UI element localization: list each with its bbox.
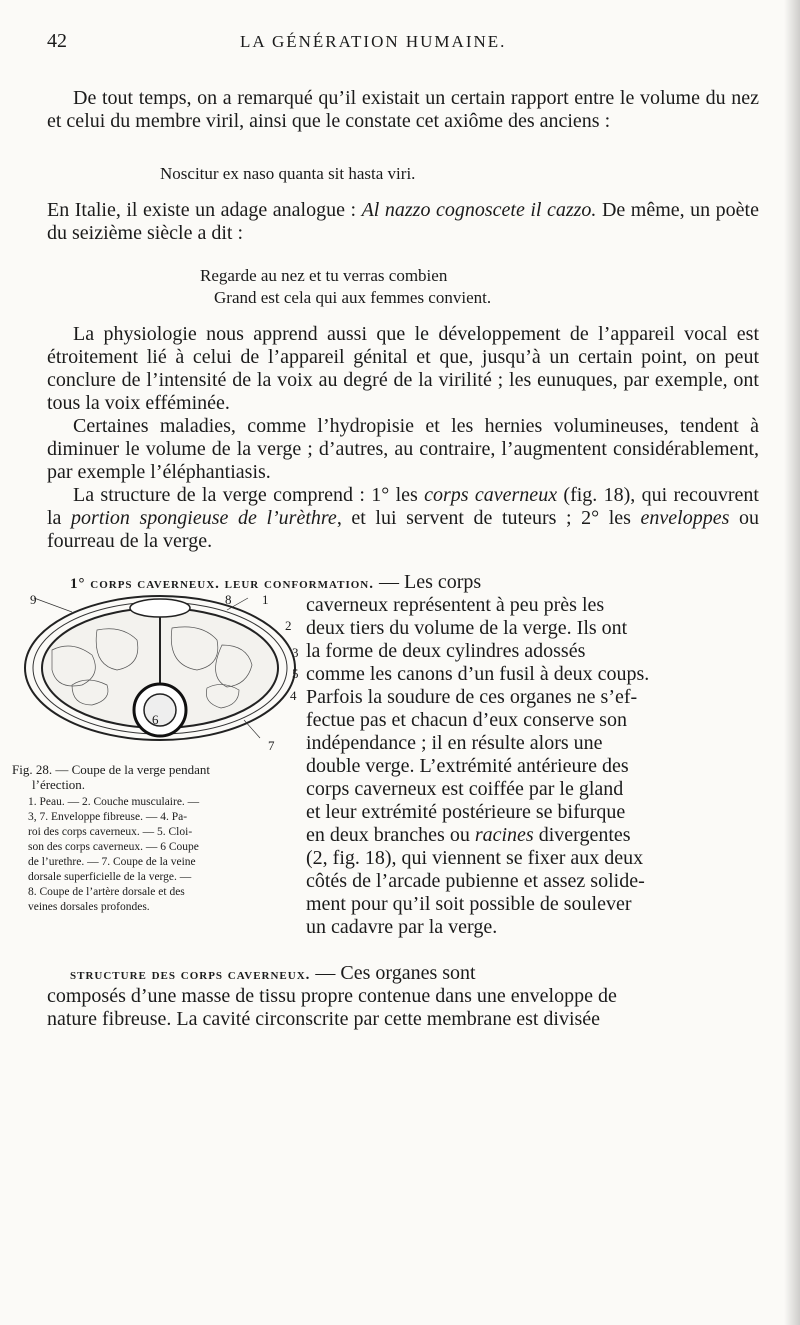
fig-label-3: 3: [292, 645, 299, 660]
legend-line: roi des corps caverneux. — 5. Cloi-: [28, 826, 193, 838]
urethra-lumen: [144, 694, 176, 726]
section-2-line: nature fibreuse. La cavité circonscrite par cette membrane est divisée: [47, 1008, 601, 1030]
column-line: double verge. L’extrémité antérieure des: [306, 755, 629, 777]
column-line: (2, fig. 18), qui viennent se fixer aux deux: [306, 847, 644, 869]
column-line: fectue pas et chacun d’eux conserve son: [306, 709, 627, 731]
column-line: deux tiers du volume de la verge. Ils ont: [306, 617, 628, 639]
verse-line-1: Regarde au nez et tu verras combien: [200, 266, 448, 285]
section-2-line: composés d’une masse de tissu propre contenue dans une enveloppe de: [47, 985, 617, 1007]
fig-label-7: 7: [268, 738, 275, 753]
paragraph-1: De tout temps, on a remarqué qu’il existait un certain rapport entre le volume du nez et celui du membre viril, ainsi que le constate cet axiôme des anciens :: [47, 87, 759, 132]
fig-label-5: 5: [292, 666, 299, 681]
paragraph-3: La physiologie nous apprend aussi que le développement de l’appareil vocal est étroitement lié à celui de l’appareil génital et que, jusqu’à un certain point, on peut conclure de l’intensité de la voix au degré de la virilité ; les eunuques, par exemple, ont tous la voix efféminée.: [47, 323, 759, 414]
verse-line-2: Grand est cela qui aux femmes convient.: [214, 288, 492, 307]
figure-legend: [28, 795, 303, 915]
column-line: comme les canons d’un fusil à deux coups.: [306, 663, 650, 685]
column-line: et leur extrémité postérieure se bifurque: [306, 801, 626, 823]
page-edge-shadow: [784, 0, 800, 1325]
section-2-heading: structure des corps caverneux. — Ces organes sont: [70, 962, 476, 984]
column-line: caverneux représentent à peu près les: [306, 594, 605, 616]
fig-label-2: 2: [285, 618, 292, 633]
legend-line: son des corps caverneux. — 6 Coupe: [28, 841, 199, 853]
fig-label-6: 6: [152, 712, 159, 727]
column-line: indépendance ; il en résulte alors une: [306, 732, 603, 754]
section-1-heading: 1° corps caverneux. leur conformation. — Les corps: [70, 571, 482, 593]
fig-label-8: 8: [225, 592, 232, 607]
legend-line: 8. Coupe de l’artère dorsale et des: [28, 886, 185, 898]
paragraph-2: En Italie, il existe un adage analogue : Al nazzo cognoscete il cazzo. De même, un poète du seizième siècle a dit :: [47, 199, 759, 244]
legend-line: veines dorsales profondes.: [28, 901, 150, 913]
figure-caption: Fig. 28. — Coupe de la verge pendant l’érection.: [12, 762, 210, 792]
column-line: Parfois la soudure de ces organes ne s’ef-: [306, 686, 638, 708]
column-line: un cadavre par la verge.: [306, 916, 498, 938]
fig-label-4: 4: [290, 688, 297, 703]
legend-line: dorsale superficielle de la verge. —: [28, 871, 192, 883]
dorsal-vein: [130, 599, 190, 617]
legend-line: de l’urethre. — 7. Coupe de la veine: [28, 856, 196, 868]
column-line: corps caverneux est coiffée par le gland: [306, 778, 624, 800]
column-line: côtés de l’arcade pubienne et assez solide-: [306, 870, 645, 892]
column-line-racines: en deux branches ou racines divergentes: [306, 824, 631, 846]
page-number: 42: [47, 30, 67, 52]
column-line: la forme de deux cylindres adossés: [306, 640, 586, 662]
column-line: ment pour qu’il soit possible de soulever: [306, 893, 632, 915]
penis-cross-section-figure: [12, 590, 312, 750]
latin-quote: Noscitur ex naso quanta sit hasta viri.: [160, 164, 416, 183]
fig-label-9: 9: [30, 592, 37, 607]
paragraph-5: La structure de la verge comprend : 1° les corps caverneux (fig. 18), qui recouvrent la portion spongieuse de l’urèthre, et lui servent de tuteurs ; 2° les enveloppes ou fourreau de la verge.: [47, 484, 759, 552]
legend-line: 3, 7. Enveloppe fibreuse. — 4. Pa-: [28, 811, 188, 823]
legend-line: 1. Peau. — 2. Couche musculaire. —: [28, 796, 200, 808]
paragraph-4: Certaines maladies, comme l’hydropisie et les hernies volumineuses, tendent à diminuer le volume de la verge ; d’autres, au contraire, l’augmentent considérablement, par exemple l’éléphantiasis.: [47, 415, 759, 483]
running-title: LA GÉNÉRATION HUMAINE.: [240, 32, 507, 51]
fig-label-1: 1: [262, 592, 269, 607]
